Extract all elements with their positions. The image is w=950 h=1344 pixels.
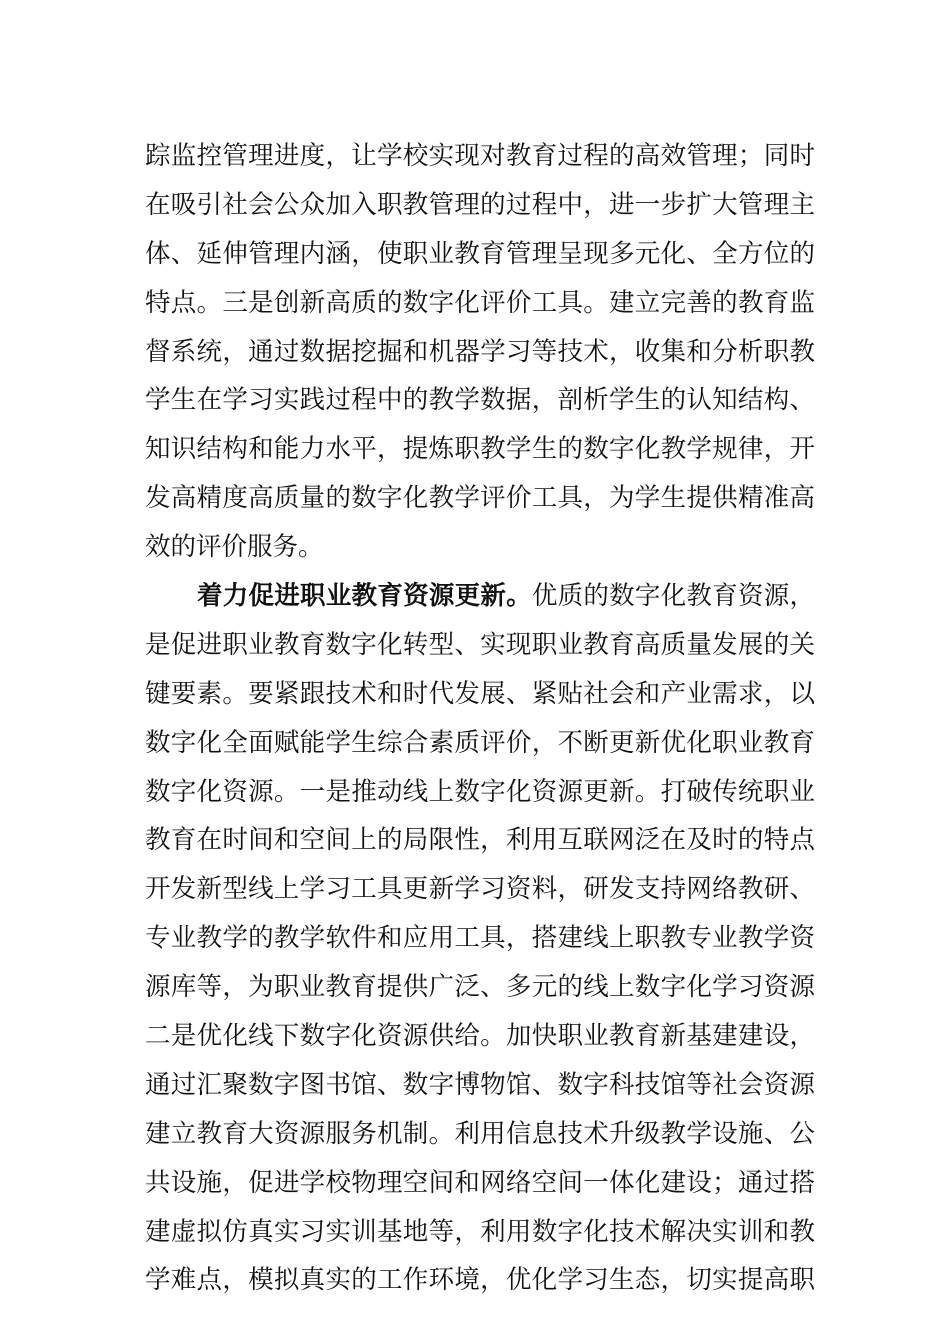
text-line: 数字化全面赋能学生综合素质评价，不断更新优化职业教育 [145,727,815,758]
text-line: 特点。三是创新高质的数字化评价工具。建立完善的教育监 [145,287,815,318]
text-line: 是促进职业教育数字化转型、实现职业教育高质量发展的关 [145,629,815,660]
paragraph-first-line-text: 优质的数字化教育资源， [531,581,815,612]
text-line: 数字化资源。一是推动线上数字化资源更新。打破传统职业 [145,776,815,807]
text-line: 在吸引社会公众加入职教管理的过程中，进一步扩大管理主 [145,189,815,220]
text-line: 源库等，为职业教育提供广泛、多元的线上数字化学习资源 [145,972,815,1003]
paragraph-monitoring-evaluation [145,132,815,572]
text-line: 开发新型线上学习工具更新学习资料，研发支持网络教研、 [145,874,815,905]
text-line: 二是优化线下数字化资源供给。加快职业教育新基建建设， [145,1021,815,1052]
body-text [145,132,815,1305]
text-line: 踪监控管理进度，让学校实现对教育过程的高效管理；同时 [145,141,815,171]
text-line: 体、延伸管理内涵，使职业教育管理呈现多元化、全方位的 [145,238,815,269]
text-line: 共设施，促进学校物理空间和网络空间一体化建设；通过搭 [145,1167,815,1198]
text-line: 督系统，通过数据挖掘和机器学习等技术，收集和分析职教 [145,336,815,367]
text-line: 效的评价服务。 [145,532,324,563]
text-line: 知识结构和能力水平，提炼职教学生的数字化教学规律，开 [145,434,815,465]
text-line: 学生在学习实践过程中的教学数据，剖析学生的认知结构、 [145,385,815,416]
text-line: 学难点，模拟真实的工作环境，优化学习生态，切实提高职 [145,1265,815,1296]
text-line: 建立教育大资源服务机制。利用信息技术升级教学设施、公 [145,1118,815,1149]
text-line: 专业教学的教学软件和应用工具，搭建线上职教专业教学资 [145,923,815,954]
paragraph-first-line [145,572,815,621]
text-line: 通过汇聚数字图书馆、数字博物馆、数字科技馆等社会资源 [145,1069,815,1100]
text-line: 建虚拟仿真实习实训基地等，利用数字化技术解决实训和教 [145,1216,815,1247]
paragraph-heading: 着力促进职业教育资源更新。 [197,581,532,612]
text-line: 教育在时间和空间上的局限性，利用互联网泛在及时的特点 [145,825,815,856]
text-line: 发高精度高质量的数字化教学评价工具，为学生提供精准高 [145,483,815,514]
paragraph-resource-update [145,572,815,1305]
text-line: 键要素。要紧跟技术和时代发展、紧贴社会和产业需求，以 [145,678,815,709]
